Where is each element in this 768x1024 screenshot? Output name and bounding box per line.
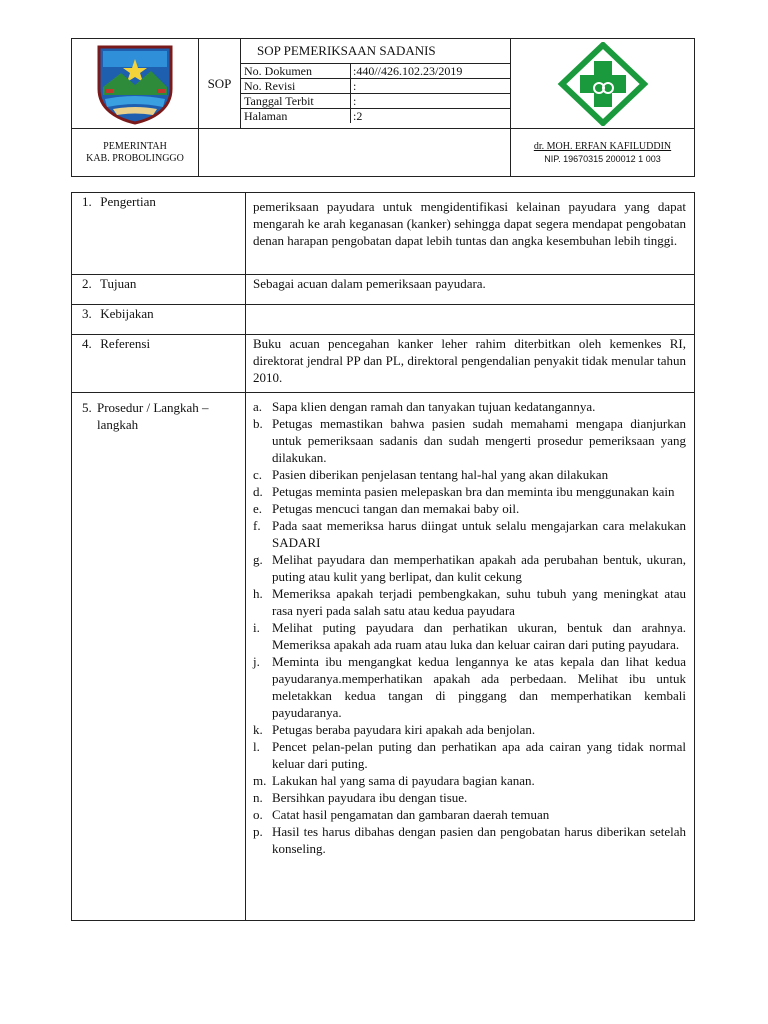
pengertian-text: pemeriksaan payudara untuk mengidentifikasi kelainan payudara yang dapat mengarah ke arah keganasan (kanker) sehingga dapat segera mendapat pengobatan denan harapan pengobatan dapat lebih tuntas dan angka kesembuhan lebih tinggi.: [246, 193, 695, 275]
sop-content-table: [71, 192, 695, 921]
procedure-step-key: j.: [253, 654, 260, 669]
procedure-step: [253, 619, 686, 653]
meta-row: [241, 79, 510, 94]
procedure-step: [253, 466, 686, 483]
procedure-step: [253, 398, 686, 415]
meta-row: [241, 109, 510, 123]
section-label: Kebijakan: [100, 306, 154, 321]
organization-line1: PEMERINTAH: [103, 140, 167, 152]
section-row-prosedur: [72, 393, 695, 921]
procedure-step-text: Petugas meminta pasien melepaskan bra dan meminta ibu menggunakan kain: [272, 484, 675, 499]
procedure-step-key: l.: [253, 739, 260, 754]
meta-value: :2: [353, 109, 363, 123]
section-number: 1.: [82, 194, 92, 209]
referensi-text: Buku acuan pencegahan kanker leher rahim diterbitkan oleh kemenkes RI, direktorat jendral PP dan PL, direktoral pengendalian penyakit tidak menular tahun 2010.: [246, 335, 695, 393]
section-label: Referensi: [100, 336, 151, 351]
procedure-step-key: o.: [253, 807, 263, 822]
section-row-referensi: [72, 335, 695, 393]
procedure-step-key: g.: [253, 552, 263, 567]
organization-line2: KAB. PROBOLINGGO: [86, 152, 184, 164]
puskesmas-logo-icon: [533, 42, 673, 126]
prosedur-cell: [246, 393, 695, 921]
meta-value: :440//426.102.23/2019: [353, 64, 463, 78]
section-label: Pengertian: [100, 194, 156, 209]
tujuan-text: Sebagai acuan dalam pemeriksaan payudara.: [246, 275, 695, 305]
procedure-step-key: i.: [253, 620, 260, 635]
procedure-step-key: n.: [253, 790, 263, 805]
section-label-cell: [72, 193, 246, 275]
procedure-step-key: a.: [253, 399, 263, 414]
meta-label: Halaman: [241, 109, 351, 123]
section-label-cell: [72, 393, 246, 921]
sop-label: SOP: [207, 75, 232, 91]
procedure-step-key: p.: [253, 824, 263, 839]
section-number: 4.: [82, 336, 92, 351]
meta-row: [241, 64, 510, 79]
document-title: SOP PEMERIKSAAN SADANIS: [241, 39, 510, 64]
meta-value: :: [353, 79, 357, 93]
title-cell: [199, 39, 511, 129]
puskesmas-logo-cell: [511, 39, 695, 129]
procedure-step-text: Petugas mencuci tangan dan memakai baby oil.: [272, 501, 520, 516]
organization-cell: [72, 129, 199, 177]
section-number: 2.: [82, 276, 92, 291]
meta-label: Tanggal Terbit: [241, 94, 351, 108]
emblem-cell: [72, 39, 199, 129]
section-label-cell: [72, 275, 246, 305]
procedure-step-key: h.: [253, 586, 263, 601]
procedure-step-text: Petugas beraba payudara kiri apakah ada benjolan.: [272, 722, 536, 737]
signer-name: dr. MOH. ERFAN KAFILUDDIN: [533, 140, 672, 152]
procedure-step-key: d.: [253, 484, 263, 499]
sop-header-table: [71, 38, 695, 177]
procedure-step-text: Bersihkan payudara ibu dengan tisue.: [272, 790, 468, 805]
meta-label: No. Revisi: [241, 79, 351, 93]
signer-nip: NIP. 19670315 200012 1 003: [544, 153, 661, 164]
procedure-step-key: k.: [253, 722, 263, 737]
section-label-cell: [72, 305, 246, 335]
section-row-tujuan: [72, 275, 695, 305]
section-number: 5.: [82, 400, 92, 415]
kebijakan-text: [246, 305, 695, 335]
section-label-continued: langkah: [97, 417, 139, 432]
procedure-step: [253, 500, 686, 517]
procedure-step-key: m.: [253, 773, 267, 788]
procedure-steps-list: [253, 398, 686, 857]
meta-value: :: [353, 94, 357, 108]
probolinggo-emblem-icon: [93, 43, 177, 125]
procedure-step-text: Pasien diberikan penjelasan tentang hal-hal yang akan dilakukan: [272, 467, 609, 482]
procedure-step-text: Melihat puting payudara dan perhatikan ukuran, bentuk dan arahnya. Memeriksa apakah ada ruam atau luka dan keluar cairan dari puting payudara.: [272, 620, 686, 652]
empty-cell: [199, 129, 511, 177]
procedure-step-text: Memeriksa apakah terjadi pembengkakan, suhu tubuh yang meningkat atau rasa nyeri pada salah satu atau kedua payudara: [272, 586, 686, 618]
procedure-step: [253, 823, 686, 857]
section-label: Tujuan: [100, 276, 137, 291]
procedure-step-text: Petugas memastikan bahwa pasien sudah memahami mengapa dianjurkan untuk pemeriksaan sadanis dan sudah mengerti prosedur pemeriksaan yang dilakukan.: [272, 416, 686, 465]
meta-table: [241, 64, 510, 123]
procedure-step-text: Melihat payudara dan memperhatikan apakah ada perubahan bentuk, ukuran, puting atau kulit yang berlipat, dan kulit cekung: [272, 552, 686, 584]
procedure-step: [253, 585, 686, 619]
procedure-step-text: Meminta ibu mengangkat kedua lengannya ke atas kepala dan lihat kedua payudaranya.memperhatikan apakah ada perbedaan. Melihat ibu untuk meletakkan kedua tangan di pinggang dan memperhatikan kembali payudaranya.: [272, 654, 686, 720]
section-number: 3.: [82, 306, 92, 321]
procedure-step: [253, 789, 686, 806]
procedure-step: [253, 806, 686, 823]
procedure-step: [253, 483, 686, 500]
section-label-cell: [72, 335, 246, 393]
procedure-step: [253, 517, 686, 551]
procedure-step-key: f.: [253, 518, 261, 533]
procedure-step-text: Pada saat memeriksa harus diingat untuk selalu mengajarkan cara melakukan SADARI: [272, 518, 686, 550]
procedure-step-text: Hasil tes harus dibahas dengan pasien dan pengobatan harus diberikan setelah konseling.: [272, 824, 686, 856]
procedure-step: [253, 551, 686, 585]
section-row-pengertian: [72, 193, 695, 275]
section-row-kebijakan: [72, 305, 695, 335]
procedure-step-text: Catat hasil pengamatan dan gambaran daerah temuan: [272, 807, 550, 822]
procedure-step-key: b.: [253, 416, 263, 431]
signer-cell: [511, 129, 695, 177]
procedure-step-key: e.: [253, 501, 263, 516]
procedure-step-text: Pencet pelan-pelan puting dan perhatikan apa ada cairan yang tidak normal keluar dari puting.: [272, 739, 686, 771]
procedure-step-key: c.: [253, 467, 263, 482]
procedure-step-text: Lakukan hal yang sama di payudara bagian kanan.: [272, 773, 535, 788]
procedure-step: [253, 772, 686, 789]
procedure-step: [253, 738, 686, 772]
procedure-step: [253, 653, 686, 721]
procedure-step-text: Sapa klien dengan ramah dan tanyakan tujuan kedatangannya.: [272, 399, 596, 414]
procedure-step: [253, 415, 686, 466]
meta-row: [241, 94, 510, 109]
section-label: Prosedur / Langkah –: [97, 400, 209, 415]
procedure-step: [253, 721, 686, 738]
meta-label: No. Dokumen: [241, 64, 351, 78]
